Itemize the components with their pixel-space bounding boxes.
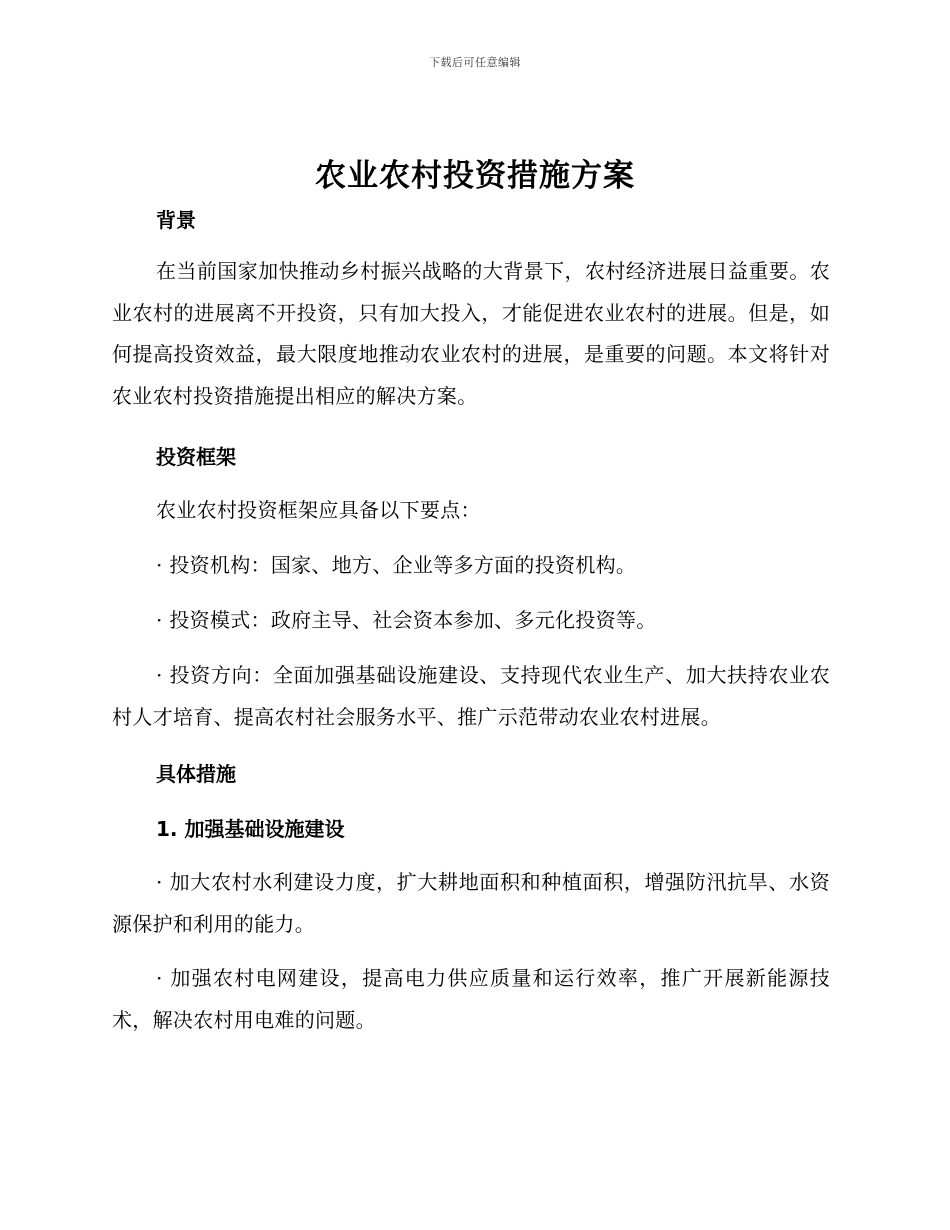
framework-intro: 农业农村投资框架应具备以下要点： — [156, 498, 481, 522]
background-paragraph-block — [112, 251, 830, 417]
framework-item-1-block — [112, 545, 830, 587]
section-heading-background: 背景 — [156, 208, 196, 232]
list-item: · 加强农村电网建设，提高电力供应质量和运行效率，推广开展新能源技术，解决农村用电难的问题。 — [112, 966, 830, 1032]
header-note: 下载后可任意编辑 — [429, 56, 521, 69]
measures-item-1-block — [112, 862, 830, 945]
subheading-infrastructure: 1. 加强基础设施建设 — [156, 817, 345, 841]
section-heading-framework: 投资框架 — [156, 445, 236, 469]
section-framework — [112, 443, 830, 471]
measures-item-2-block — [112, 958, 830, 1041]
document-title: 农业农村投资措施方案 — [315, 158, 635, 194]
section-background — [112, 206, 830, 234]
list-item: · 投资模式：政府主导、社会资本参加、多元化投资等。 — [156, 608, 657, 632]
section-measures — [112, 760, 830, 788]
list-item: · 投资机构：国家、地方、企业等多方面的投资机构。 — [156, 553, 637, 577]
framework-intro-block — [112, 490, 830, 532]
framework-item-3-block — [112, 655, 830, 738]
section-heading-measures: 具体措施 — [156, 762, 236, 786]
framework-item-2-block — [112, 600, 830, 642]
background-paragraph: 在当前国家加快推动乡村振兴战略的大背景下，农村经济进展日益重要。农业农村的进展离不开投资，只有加大投入，才能促进农业农村的进展。但是，如何提高投资效益，最大限度地推动农业农村的进展，是重要的问题。本文将针对农业农村投资措施提出相应的解决方案。 — [112, 259, 830, 408]
section-subheading-block — [112, 815, 830, 843]
list-item: · 投资方向：全面加强基础设施建设、支持现代农业生产、加大扶持农业农村人才培育、提高农村社会服务水平、推广示范带动农业农村进展。 — [112, 663, 830, 729]
list-item: · 加大农村水利建设力度，扩大耕地面积和种植面积，增强防汛抗旱、水资源保护和利用的能力。 — [112, 870, 830, 936]
